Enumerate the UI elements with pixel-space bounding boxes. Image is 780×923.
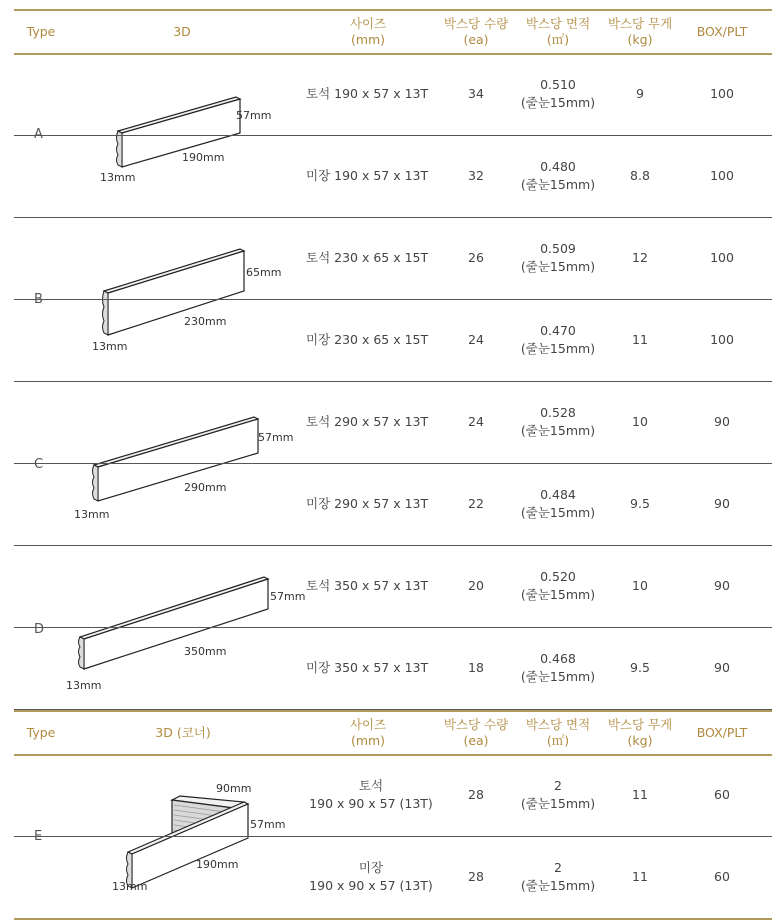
type-letter: D: [34, 622, 45, 637]
group-e: [14, 754, 772, 920]
table-row: [14, 53, 772, 136]
table-row: [14, 463, 772, 545]
size-cell: 토석 230 x 65 x 15T: [306, 250, 429, 265]
area-cell: 0.510 (줄눈15mm): [520, 77, 596, 110]
weight-cell: 9: [636, 86, 644, 101]
type-letter: A: [34, 127, 43, 142]
pallet-cell: 90: [714, 414, 730, 429]
pallet-cell: 100: [710, 250, 734, 265]
header-weight: 박스당 무게 (kg): [607, 16, 673, 47]
area-cell: 0.480 (줄눈15mm): [520, 159, 596, 192]
weight-cell: 11: [632, 869, 648, 884]
group-c: [14, 381, 772, 546]
size-cell: 미장 190 x 90 x 57 (13T): [309, 860, 433, 893]
area-cell: 2 (줄눈15mm): [520, 778, 596, 811]
thickness-label: 13mm: [112, 880, 148, 893]
height-label: 57mm: [250, 818, 286, 831]
group-b: [14, 217, 772, 382]
area-cell: 0.528 (줄눈15mm): [520, 405, 596, 438]
pallet-cell: 100: [710, 332, 734, 347]
table-row: [14, 836, 772, 918]
length-label: 350mm: [184, 645, 227, 658]
type-letter: C: [34, 457, 44, 472]
pallet-cell: 100: [710, 168, 734, 183]
table-row: [14, 381, 772, 464]
length-label: 290mm: [184, 481, 227, 494]
pallet-cell: 60: [714, 787, 730, 802]
weight-cell: 10: [632, 414, 648, 429]
weight-cell: 10: [632, 578, 648, 593]
qty-cell: 18: [468, 660, 484, 675]
pallet-cell: 100: [710, 86, 734, 101]
weight-cell: 11: [632, 332, 648, 347]
qty-cell: 34: [468, 86, 484, 101]
table-row: [14, 545, 772, 628]
qty-cell: 28: [468, 787, 484, 802]
header-3d: 3D: [173, 24, 191, 39]
table-row: [14, 299, 772, 381]
header-size: 사이즈 (mm): [349, 16, 387, 47]
header-qty: 박스당 수량 (ea): [443, 717, 509, 748]
area-cell: 2 (줄눈15mm): [520, 860, 596, 893]
group-a: [14, 53, 772, 218]
header-size: 사이즈 (mm): [349, 717, 387, 748]
header-area: 박스당 면적 (㎡): [525, 717, 591, 748]
length-label: 190mm: [182, 151, 225, 164]
height-label: 65mm: [246, 266, 282, 279]
qty-cell: 22: [468, 496, 484, 511]
length-label: 230mm: [184, 315, 227, 328]
pallet-cell: 90: [714, 496, 730, 511]
qty-cell: 24: [468, 414, 484, 429]
header-qty: 박스당 수량 (ea): [443, 16, 509, 47]
thickness-label: 13mm: [66, 679, 102, 689]
corner-table-header: [14, 710, 772, 756]
area-cell: 0.468 (줄눈15mm): [520, 651, 596, 684]
table-header: [14, 9, 772, 55]
table-row: [14, 217, 772, 300]
qty-cell: 20: [468, 578, 484, 593]
header-type: Type: [26, 24, 56, 39]
return-label: 90mm: [216, 782, 252, 795]
size-cell: 미장 350 x 57 x 13T: [306, 660, 429, 675]
header-3d-corner: 3D (코너): [155, 725, 211, 740]
pallet-cell: 60: [714, 869, 730, 884]
qty-cell: 26: [468, 250, 484, 265]
area-cell: 0.470 (줄눈15mm): [520, 323, 596, 356]
thickness-label: 13mm: [74, 508, 110, 521]
weight-cell: 9.5: [630, 660, 650, 675]
qty-cell: 28: [468, 869, 484, 884]
weight-cell: 11: [632, 787, 648, 802]
type-letter: E: [34, 829, 43, 844]
height-label: 57mm: [236, 109, 272, 122]
header-area: 박스당 면적 (㎡): [525, 16, 591, 47]
height-label: 57mm: [270, 590, 306, 603]
header-type: Type: [26, 725, 56, 740]
table-row: [14, 135, 772, 217]
length-label: 190mm: [196, 858, 239, 871]
weight-cell: 12: [632, 250, 648, 265]
size-cell: 토석 350 x 57 x 13T: [306, 578, 429, 593]
pallet-cell: 90: [714, 578, 730, 593]
area-cell: 0.520 (줄눈15mm): [520, 569, 596, 602]
weight-cell: 9.5: [630, 496, 650, 511]
thickness-label: 13mm: [100, 171, 136, 184]
qty-cell: 32: [468, 168, 484, 183]
table-row: [14, 754, 772, 837]
thickness-label: 13mm: [92, 340, 128, 353]
area-cell: 0.484 (줄눈15mm): [520, 487, 596, 520]
header-box-plt: BOX/PLT: [696, 725, 748, 740]
group-d: [14, 545, 772, 710]
size-cell: 미장 230 x 65 x 15T: [306, 332, 429, 347]
pallet-cell: 90: [714, 660, 730, 675]
size-cell: 미장 290 x 57 x 13T: [306, 496, 429, 511]
area-cell: 0.509 (줄눈15mm): [520, 241, 596, 274]
header-box-plt: BOX/PLT: [696, 24, 748, 39]
weight-cell: 8.8: [630, 168, 650, 183]
size-cell: 토석 290 x 57 x 13T: [306, 414, 429, 429]
height-label: 57mm: [258, 431, 294, 444]
type-letter: B: [34, 292, 43, 307]
qty-cell: 24: [468, 332, 484, 347]
size-cell: 토석 190 x 90 x 57 (13T): [309, 778, 433, 811]
size-cell: 토석 190 x 57 x 13T: [306, 86, 429, 101]
table-row: [14, 627, 772, 709]
size-cell: 미장 190 x 57 x 13T: [306, 168, 429, 183]
header-weight: 박스당 무게 (kg): [607, 717, 673, 748]
